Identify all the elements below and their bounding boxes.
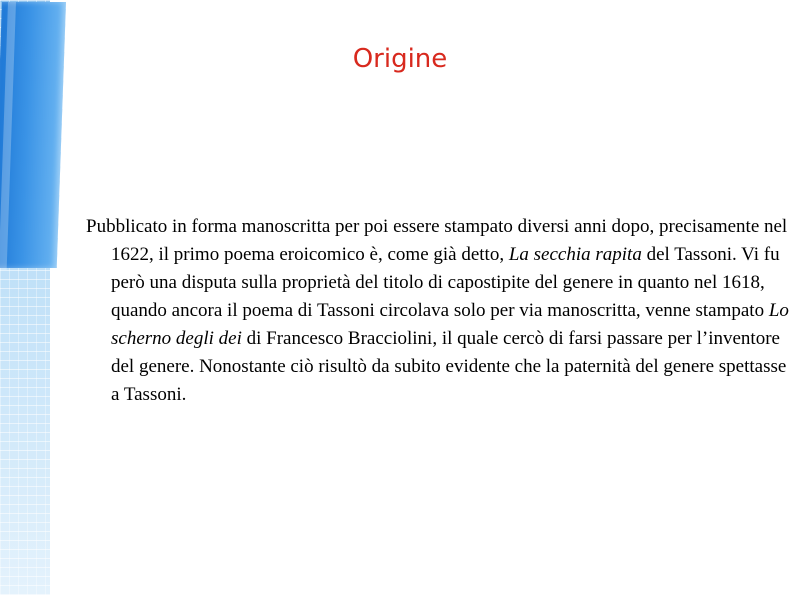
paragraph-text-part-2: del Tassoni. Vi fu però una disputa sulla proprietà del titolo di capostipite del genere in quanto nel 1618, quando ancora il poema di Tassoni circolava solo per via manoscritta, venne stampato [111, 244, 780, 321]
paragraph-text-part-3: di Francesco Bracciolini, il quale cercò di farsi passare per l’inventore del genere. Nonostante ciò risultò da subito evidente che la paternità del genere spettasse a Tassoni. [111, 328, 787, 405]
paragraph-text-part-1: Pubblicato in forma manoscritta per poi essere stampato diversi anni dopo, precisamente nel 1622, il primo poema eroicomico è, come già detto, [86, 216, 788, 265]
slide-title: Origine [352, 44, 448, 74]
work-title-secchia-rapita: La secchia rapita [508, 244, 642, 265]
body-paragraph [86, 213, 791, 409]
work-title-scherno-degli-dei: Lo scherno degli dei [111, 300, 789, 349]
decorative-bar-highlight [0, 2, 16, 270]
decorative-blue-bar [0, 2, 66, 268]
